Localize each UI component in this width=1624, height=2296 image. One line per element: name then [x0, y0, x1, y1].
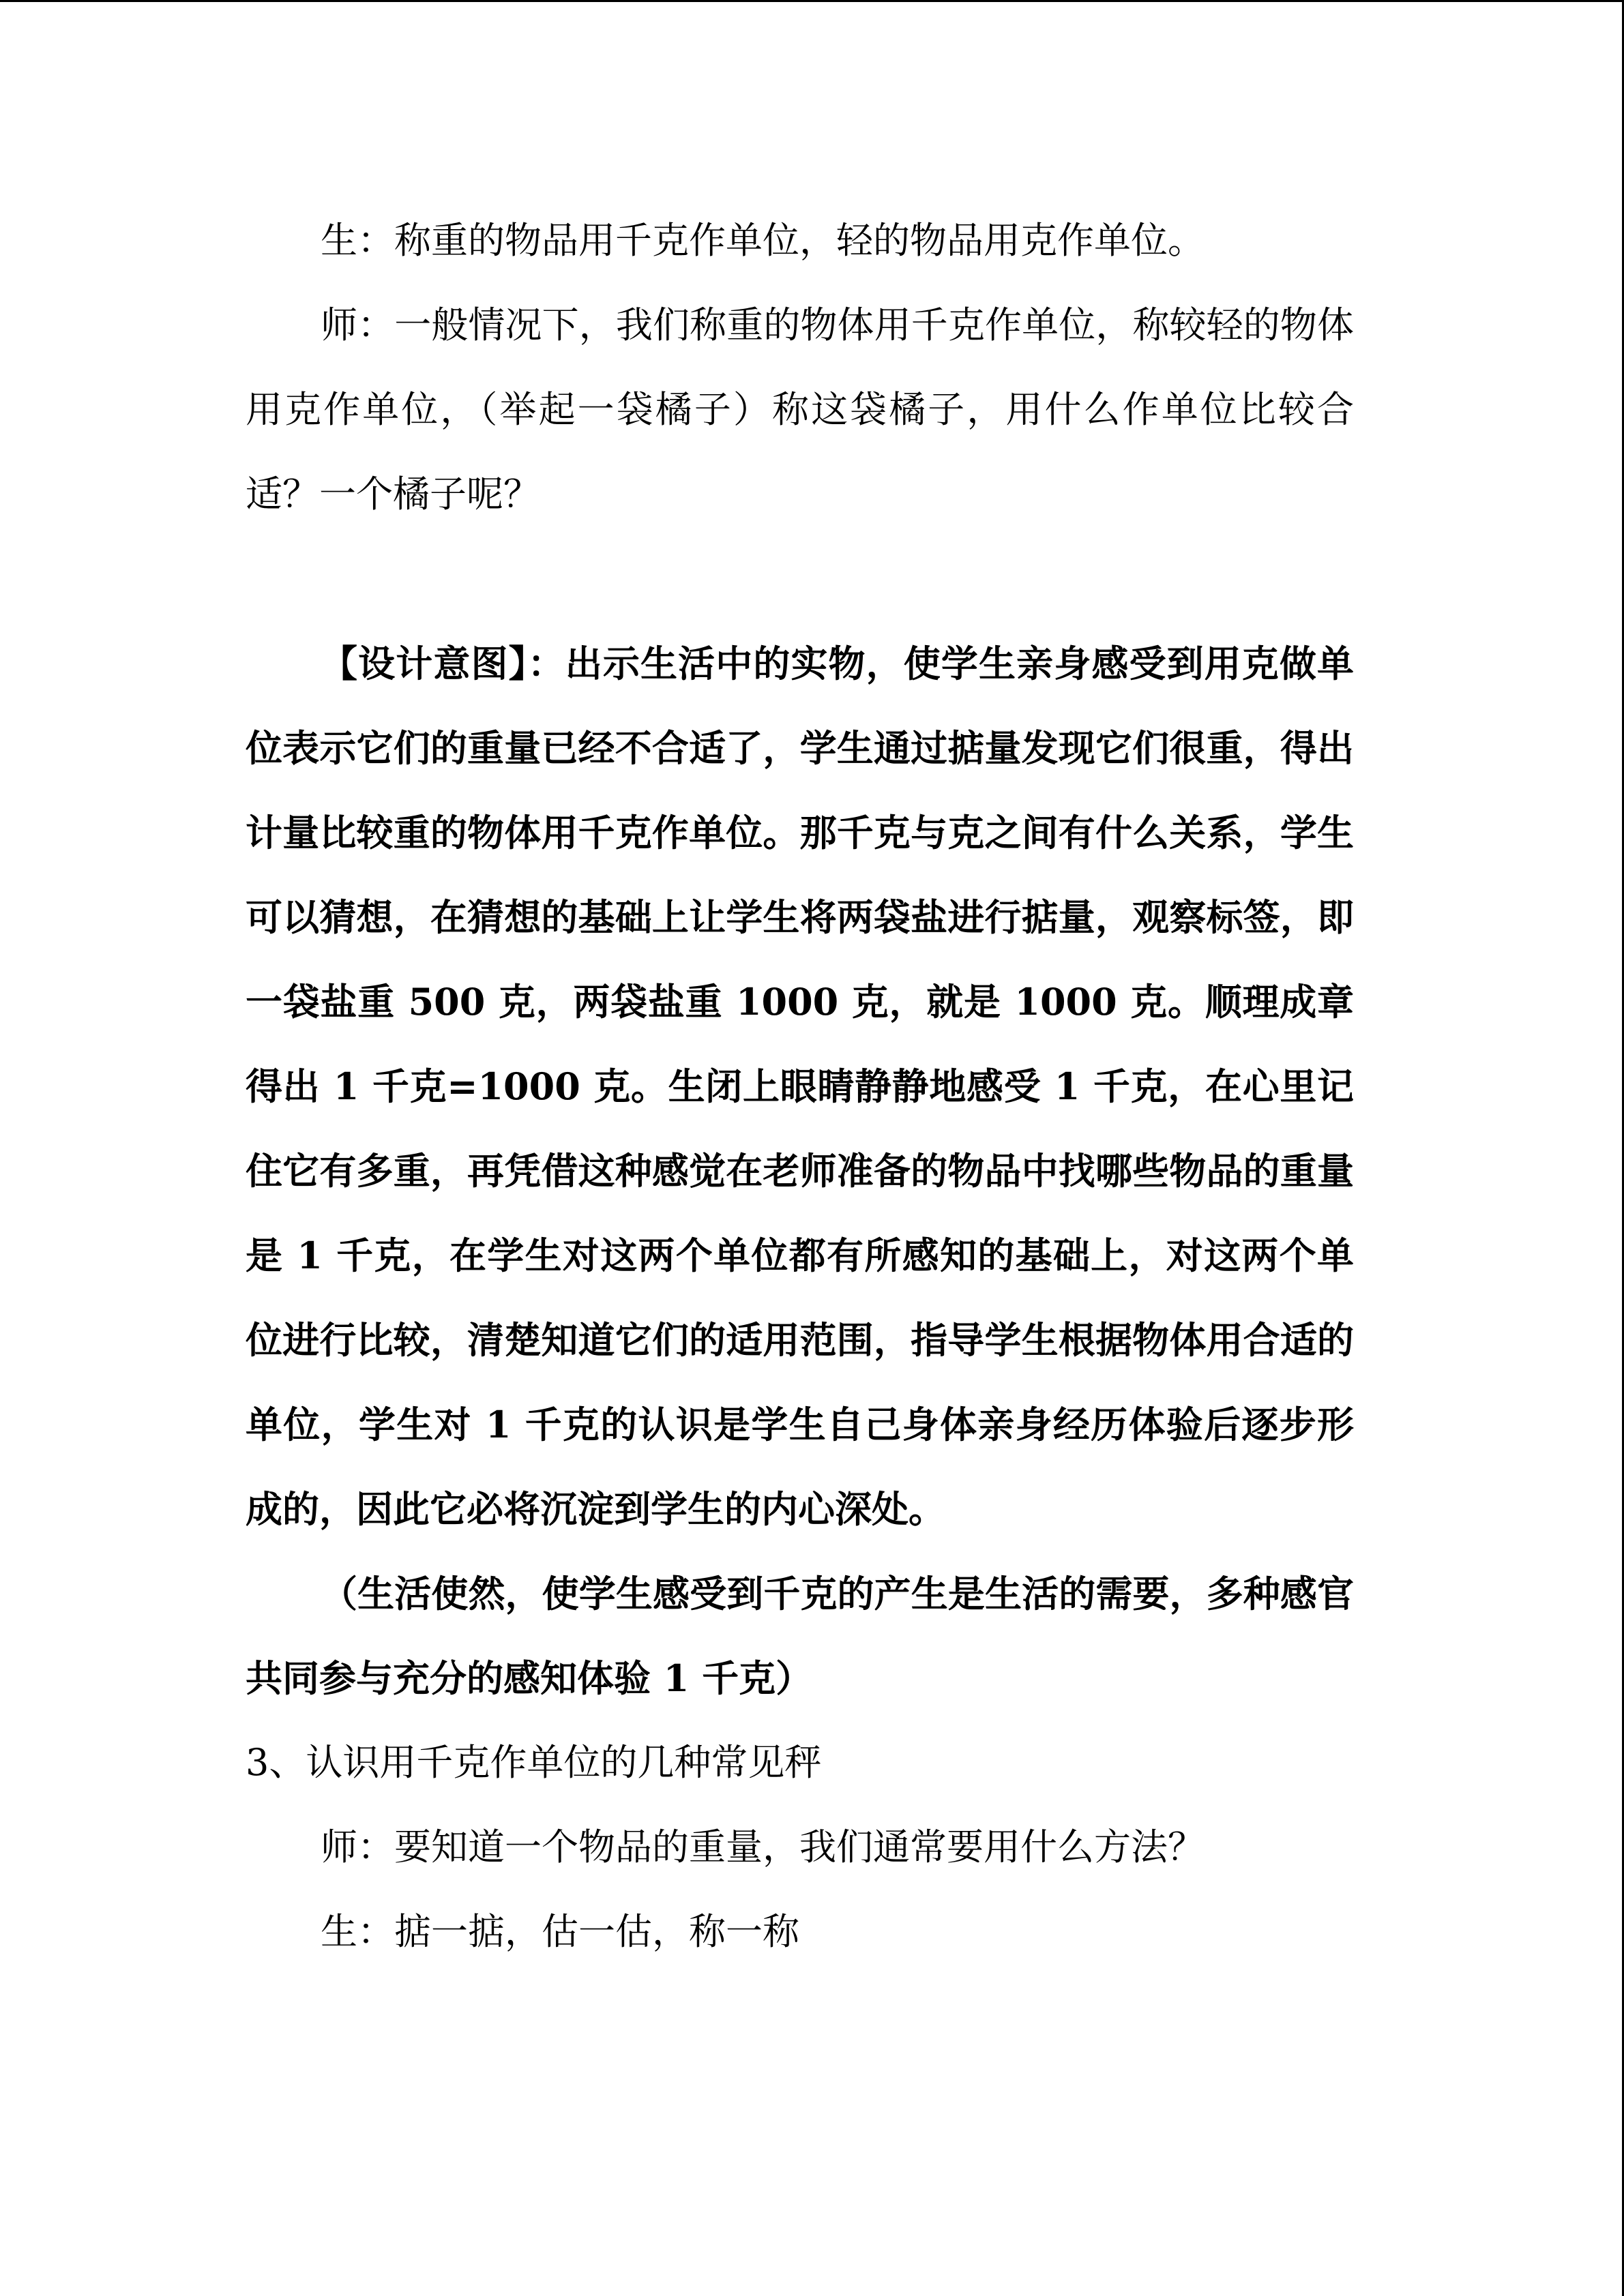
paragraph-design-intent [246, 621, 1354, 1551]
paragraph-summary-note: （生活使然，使学生感受到千克的产生是生活的需要，多种感官共同参与充分的感知体验 1 千克） [246, 1572, 1354, 1700]
top-margin [246, 0, 1354, 198]
paragraph-teacher-question: 师：一般情况下，我们称重的物体用千克作单位，称较轻的物体用克作单位，（举起一袋橘子）称这袋橘子，用什么作单位比较合适？一个橘子呢？ [246, 303, 1354, 516]
paragraph-teacher-method-question: 师：要知道一个物品的重量，我们通常要用什么方法？ [321, 1825, 1205, 1868]
design-intent-body: 出示生活中的实物，使学生亲身感受到用克做单位表示它们的重量已经不合适了，学生通过掂量发现它们很重，得出计量比较重的物体用千克作单位。那千克与克之间有什么关系，学生可以猜想，在猜想的基础上让学生将两袋盐进行掂量，观察标签，即一袋盐重 500 克，两袋盐重 1000 克，就是 1000 克。顺理成章得出 1 千克=1000 克。生闭上眼睛静静地感受 1 千克，在心里记住它有多重，再凭借这种感觉在老师准备的物品中找哪些物品的重量是 1 千克，在学生对这两个单位都有所感知的基础上，对这两个单位进行比较，清楚知道它们的适用范围，指导学生根据物体用合适的单位，学生对 1 千克的认识是学生自己身体亲身经历体验后逐步形成的，因此它必将沉淀到学生的内心深处。 [246, 642, 1355, 1531]
paragraph-student-answer-1: 生：称重的物品用千克作单位，轻的物品用克作单位。 [321, 219, 1205, 262]
section-heading-3: 3、认识用千克作单位的几种常见秤 [246, 1741, 822, 1784]
document-body [246, 0, 1354, 1974]
design-intent-title: 【设计意图】： [321, 642, 565, 685]
paragraph-student-answer-2: 生：掂一掂，估一估，称一称 [321, 1910, 799, 1953]
blank-line [246, 537, 1354, 621]
